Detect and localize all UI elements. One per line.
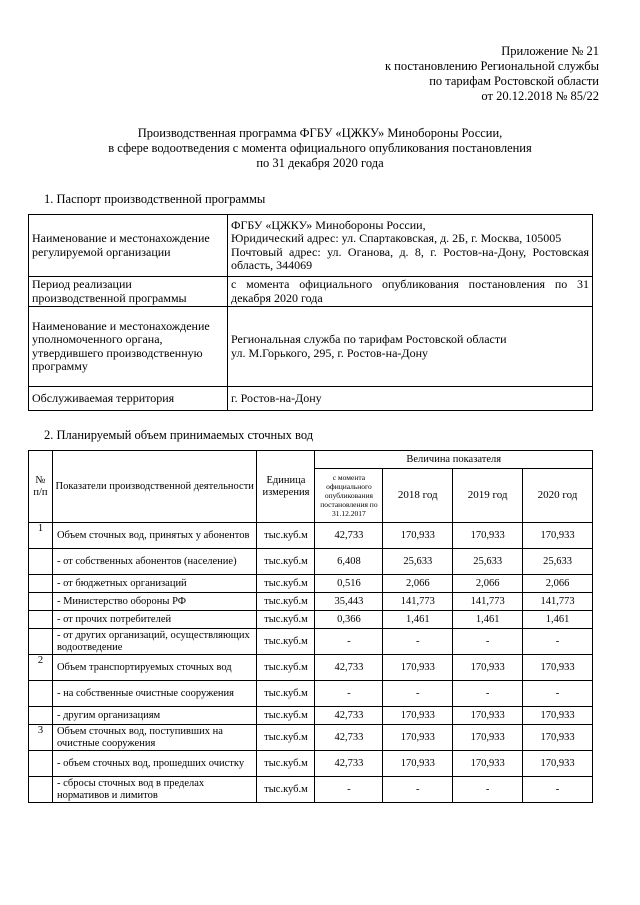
row-unit: тыс.куб.м	[257, 611, 315, 629]
row-value-2020: -	[523, 629, 593, 655]
header-col-2019: 2019 год	[453, 469, 523, 523]
row-unit: тыс.куб.м	[257, 681, 315, 707]
row-value-2019: 170,933	[453, 725, 523, 751]
header-unit: Единица измерения	[257, 451, 315, 523]
table-row	[29, 681, 593, 707]
row-value-start: 42,733	[315, 523, 383, 549]
table-row	[29, 549, 593, 575]
appendix-line: к постановлению Региональной службы	[384, 59, 599, 73]
row-indicator: - от бюджетных организаций	[52, 575, 257, 593]
row-value-2020: -	[523, 681, 593, 707]
row-indicator: - объем сточных вод, прошедших очистку	[52, 751, 257, 777]
row-indicator: Объем сточных вод, поступивших на очистные сооружения	[52, 725, 257, 751]
row-num: 2	[29, 655, 53, 681]
table-row	[29, 575, 593, 593]
passport-value-line: Почтовый адрес: ул. Оганова, д. 8, г. Ростов-на-Дону, Ростовская область, 344069	[231, 244, 589, 272]
row-indicator: - сбросы сточных вод в пределах нормативов и лимитов	[52, 777, 257, 803]
passport-label: Период реализации производственной программы	[29, 277, 228, 307]
passport-label: Наименование и местонахождение регулируемой организации	[29, 215, 228, 277]
passport-value	[228, 215, 593, 277]
row-unit: тыс.куб.м	[257, 751, 315, 777]
passport-value-line: с момента официального опубликования постановления по 31 декабря 2020 года	[231, 277, 589, 305]
row-value-2018: 170,933	[383, 655, 453, 681]
row-value-2020: 170,933	[523, 523, 593, 549]
row-value-start: 42,733	[315, 707, 383, 725]
table-row	[29, 725, 593, 751]
row-value-2020: 170,933	[523, 751, 593, 777]
row-num	[29, 593, 53, 611]
passport-value-line: Юридический адрес: ул. Спартаковская, д. 2Б, г. Москва, 105005	[231, 231, 562, 245]
table-row	[29, 593, 593, 611]
row-num	[29, 707, 53, 725]
header-col-2020: 2020 год	[523, 469, 593, 523]
passport-row	[29, 387, 593, 411]
passport-label: Наименование и местонахождение уполномоченного органа, утвердившего производственную программу	[29, 307, 228, 387]
header-col-start: с момента официального опубликования постановления по 31.12.2017	[315, 469, 383, 523]
table-row	[29, 611, 593, 629]
row-unit: тыс.куб.м	[257, 655, 315, 681]
row-value-2020: 170,933	[523, 655, 593, 681]
row-num	[29, 751, 53, 777]
row-value-2020: 2,066	[523, 575, 593, 593]
row-num: 3	[29, 725, 53, 751]
passport-value-line: Региональная служба по тарифам Ростовской области	[231, 332, 507, 346]
row-indicator: - от других организаций, осуществляющих водоотведение	[52, 629, 257, 655]
passport-row	[29, 215, 593, 277]
header-value-group: Величина показателя	[315, 451, 593, 469]
row-indicator: Объем транспортируемых сточных вод	[52, 655, 257, 681]
row-indicator: - от собственных абонентов (население)	[52, 549, 257, 575]
row-unit: тыс.куб.м	[257, 707, 315, 725]
row-value-start: -	[315, 777, 383, 803]
row-num	[29, 611, 53, 629]
row-value-2019: 170,933	[453, 655, 523, 681]
passport-value	[228, 387, 593, 411]
table-row	[29, 751, 593, 777]
passport-value-line: г. Ростов-на-Дону	[231, 390, 322, 405]
passport-row	[29, 307, 593, 387]
passport-row	[29, 277, 593, 307]
row-value-2020: 141,773	[523, 593, 593, 611]
row-unit: тыс.куб.м	[257, 593, 315, 611]
row-num	[29, 629, 53, 655]
row-value-2019: 25,633	[453, 549, 523, 575]
row-value-2019: 141,773	[453, 593, 523, 611]
row-value-start: 42,733	[315, 751, 383, 777]
title-line: по 31 декабря 2020 года	[256, 156, 384, 170]
row-unit: тыс.куб.м	[257, 523, 315, 549]
row-value-2019: 170,933	[453, 523, 523, 549]
row-num	[29, 549, 53, 575]
row-value-start: 42,733	[315, 725, 383, 751]
header-num: № п/п	[29, 451, 53, 523]
row-value-2019: 1,461	[453, 611, 523, 629]
appendix-line: по тарифам Ростовской области	[429, 74, 599, 88]
row-unit: тыс.куб.м	[257, 549, 315, 575]
document-title	[30, 126, 610, 171]
row-value-2018: 2,066	[383, 575, 453, 593]
row-unit: тыс.куб.м	[257, 629, 315, 655]
row-indicator: - Министерство обороны РФ	[52, 593, 257, 611]
row-value-2018: 170,933	[383, 725, 453, 751]
row-value-2020: 25,633	[523, 549, 593, 575]
row-num	[29, 777, 53, 803]
appendix-line: от 20.12.2018 № 85/22	[481, 89, 599, 103]
row-value-start: 6,408	[315, 549, 383, 575]
title-line: Производственная программа ФГБУ «ЦЖКУ» Минобороны России,	[137, 126, 503, 140]
title-line: в сфере водоотведения с момента официального опубликования постановления	[108, 141, 532, 155]
table-row	[29, 655, 593, 681]
row-unit: тыс.куб.м	[257, 575, 315, 593]
row-value-2020: 170,933	[523, 725, 593, 751]
passport-value	[228, 277, 593, 307]
passport-value-line: ФГБУ «ЦЖКУ» Минобороны России,	[231, 217, 426, 232]
row-num: 1	[29, 523, 53, 549]
row-unit: тыс.куб.м	[257, 725, 315, 751]
appendix-block	[385, 44, 599, 104]
table-row	[29, 777, 593, 803]
row-value-2019: 2,066	[453, 575, 523, 593]
volume-table	[28, 450, 593, 803]
row-value-2019: 170,933	[453, 751, 523, 777]
header-indicator: Показатели производственной деятельности	[52, 451, 257, 523]
row-value-2020: 1,461	[523, 611, 593, 629]
row-value-start: 42,733	[315, 655, 383, 681]
row-value-2020: 170,933	[523, 707, 593, 725]
passport-table	[28, 214, 593, 411]
row-value-2019: -	[453, 629, 523, 655]
row-value-2019: 170,933	[453, 707, 523, 725]
row-unit: тыс.куб.м	[257, 777, 315, 803]
row-value-2018: 170,933	[383, 707, 453, 725]
passport-value-line: ул. М.Горького, 295, г. Ростов-на-Дону	[231, 345, 428, 360]
row-value-2018: -	[383, 777, 453, 803]
table-row	[29, 629, 593, 655]
row-value-start: -	[315, 681, 383, 707]
appendix-line: Приложение № 21	[501, 44, 599, 58]
row-value-2018: 25,633	[383, 549, 453, 575]
row-value-2018: -	[383, 629, 453, 655]
row-indicator: - другим организациям	[52, 707, 257, 725]
row-num	[29, 575, 53, 593]
passport-label: Обслуживаемая территория	[29, 387, 228, 411]
row-value-start: 0,366	[315, 611, 383, 629]
row-indicator: - от прочих потребителей	[52, 611, 257, 629]
row-value-2018: 1,461	[383, 611, 453, 629]
volume-body	[29, 523, 593, 803]
section2-heading: 2. Планируемый объем принимаемых сточных вод	[44, 428, 314, 442]
row-value-2019: -	[453, 777, 523, 803]
row-value-2018: 170,933	[383, 751, 453, 777]
row-value-2018: -	[383, 681, 453, 707]
row-value-start: -	[315, 629, 383, 655]
table-row	[29, 523, 593, 549]
row-value-start: 0,516	[315, 575, 383, 593]
row-value-2018: 141,773	[383, 593, 453, 611]
row-value-2019: -	[453, 681, 523, 707]
passport-value	[228, 307, 593, 387]
header-col-2018: 2018 год	[383, 469, 453, 523]
header-row	[29, 451, 593, 469]
row-value-start: 35,443	[315, 593, 383, 611]
table-row	[29, 707, 593, 725]
section1-heading: 1. Паспорт производственной программы	[44, 192, 266, 206]
row-indicator: Объем сточных вод, принятых у абонентов	[52, 523, 257, 549]
row-indicator: - на собственные очистные сооружения	[52, 681, 257, 707]
row-num	[29, 681, 53, 707]
row-value-2020: -	[523, 777, 593, 803]
row-value-2018: 170,933	[383, 523, 453, 549]
